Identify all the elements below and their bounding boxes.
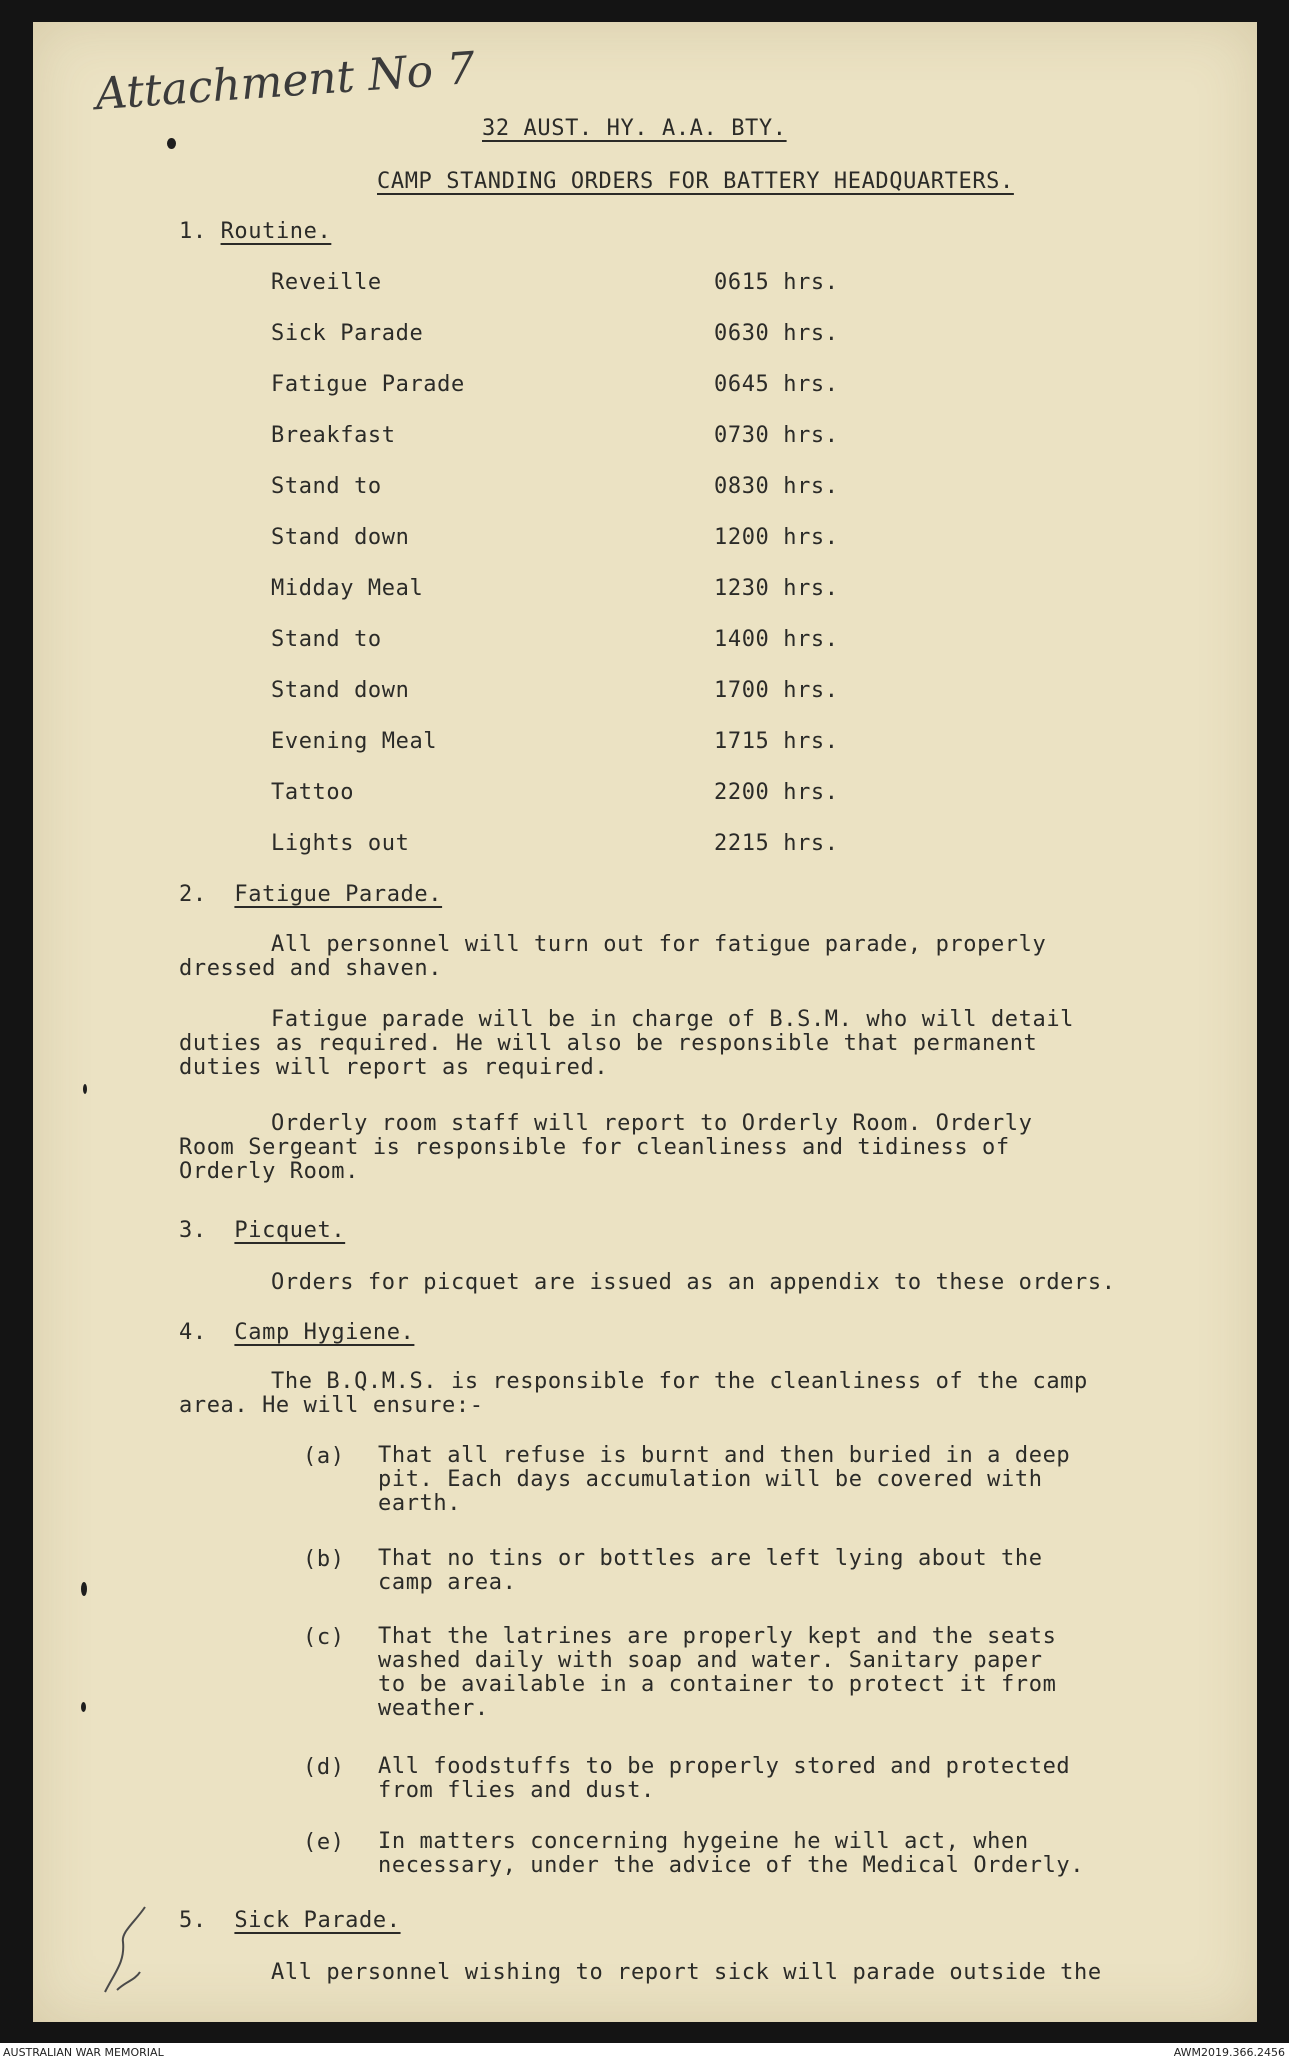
- section-5-heading: [179, 1908, 401, 1933]
- section-number: 5.: [179, 1908, 207, 1933]
- list-item-label: (c): [303, 1625, 345, 1650]
- section-number: 1.: [179, 219, 207, 244]
- section-number: 4.: [179, 1320, 207, 1345]
- routine-event: Stand down: [271, 525, 410, 550]
- list-item-label: (e): [303, 1830, 345, 1855]
- hygiene-intro: The B.Q.M.S. is responsible for the cleanliness of the camp area. He will ensure:-: [179, 1369, 1088, 1418]
- routine-time: 2215 hrs.: [714, 831, 839, 856]
- routine-time: 2200 hrs.: [714, 780, 839, 805]
- routine-time: 0630 hrs.: [714, 321, 839, 346]
- routine-time: 1400 hrs.: [714, 627, 839, 652]
- list-item: That all refuse is burnt and then buried in a deep pit. Each days accumulation will be covered with earth.: [378, 1443, 1071, 1516]
- routine-event: Stand to: [271, 627, 382, 652]
- picquet-paragraph: Orders for picquet are issued as an appendix to these orders.: [271, 1270, 1116, 1295]
- section-3-heading: [179, 1218, 345, 1243]
- routine-event: Evening Meal: [271, 729, 438, 754]
- routine-event: Stand to: [271, 474, 382, 499]
- section-title: Camp Hygiene.: [234, 1320, 415, 1345]
- list-item-label: (b): [303, 1547, 345, 1572]
- footer-reference: AWM2019.366.2456: [1173, 2046, 1285, 2059]
- routine-time: 1700 hrs.: [714, 678, 839, 703]
- edge-mark: [81, 1702, 86, 1712]
- section-2-heading: [179, 882, 442, 907]
- section-title: Sick Parade.: [234, 1908, 401, 1933]
- section-number: 2.: [179, 882, 207, 907]
- list-item: In matters concerning hygeine he will act, when necessary, under the advice of the Medical Orderly.: [378, 1829, 1085, 1878]
- list-item-label: (d): [303, 1755, 345, 1780]
- handwritten-attachment-note: Attachment No 7: [93, 42, 477, 121]
- punch-mark: [167, 138, 176, 149]
- routine-time: 0830 hrs.: [714, 474, 839, 499]
- routine-event: Midday Meal: [271, 576, 424, 601]
- section-4-heading: [179, 1320, 414, 1345]
- handwritten-initials-mark: [95, 1902, 165, 2002]
- routine-time: 1200 hrs.: [714, 525, 839, 550]
- routine-time: 1230 hrs.: [714, 576, 839, 601]
- routine-event: Breakfast: [271, 423, 396, 448]
- section-title: Fatigue Parade.: [234, 882, 443, 907]
- list-item: That the latrines are properly kept and the seats washed daily with soap and water. Sanitary paper to be available in a container to protect it from weather.: [378, 1624, 1057, 1721]
- list-item-label: (a): [303, 1444, 345, 1469]
- routine-event: Fatigue Parade: [271, 372, 465, 397]
- routine-time: 0615 hrs.: [714, 270, 839, 295]
- list-item: All foodstuffs to be properly stored and protected from flies and dust.: [378, 1754, 1071, 1803]
- section-title: Routine.: [220, 219, 332, 244]
- fatigue-paragraph-1: All personnel will turn out for fatigue parade, properly dressed and shaven.: [179, 932, 1047, 981]
- section-title: Picquet.: [234, 1218, 346, 1243]
- edge-mark: [83, 1084, 87, 1094]
- fatigue-paragraph-3: Orderly room staff will report to Orderly Room. Orderly Room Sergeant is responsible for cleanliness and tidiness of Orderly Room.: [179, 1111, 1033, 1184]
- footer-source: AUSTRALIAN WAR MEMORIAL: [3, 2046, 164, 2059]
- list-item: That no tins or bottles are left lying about the camp area.: [378, 1546, 1043, 1595]
- section-1-heading: [179, 219, 331, 244]
- document-page: [33, 22, 1257, 2022]
- routine-time: 0730 hrs.: [714, 423, 839, 448]
- orders-title: CAMP STANDING ORDERS FOR BATTERY HEADQUARTERS.: [377, 169, 1014, 194]
- unit-title: 32 AUST. HY. A.A. BTY.: [482, 116, 787, 141]
- section-number: 3.: [179, 1218, 207, 1243]
- fatigue-paragraph-2: Fatigue parade will be in charge of B.S.M. who will detail duties as required. He will also be responsible that permanent duties will report as required.: [179, 1007, 1075, 1080]
- routine-event: Sick Parade: [271, 321, 424, 346]
- routine-event: Lights out: [271, 831, 410, 856]
- routine-event: Tattoo: [271, 780, 355, 805]
- footer-bar: [0, 2043, 1289, 2061]
- routine-time: 0645 hrs.: [714, 372, 839, 397]
- edge-mark: [81, 1582, 87, 1596]
- sick-parade-paragraph: All personnel wishing to report sick will parade outside the: [271, 1960, 1102, 1985]
- routine-time: 1715 hrs.: [714, 729, 839, 754]
- routine-event: Stand down: [271, 678, 410, 703]
- routine-event: Reveille: [271, 270, 382, 295]
